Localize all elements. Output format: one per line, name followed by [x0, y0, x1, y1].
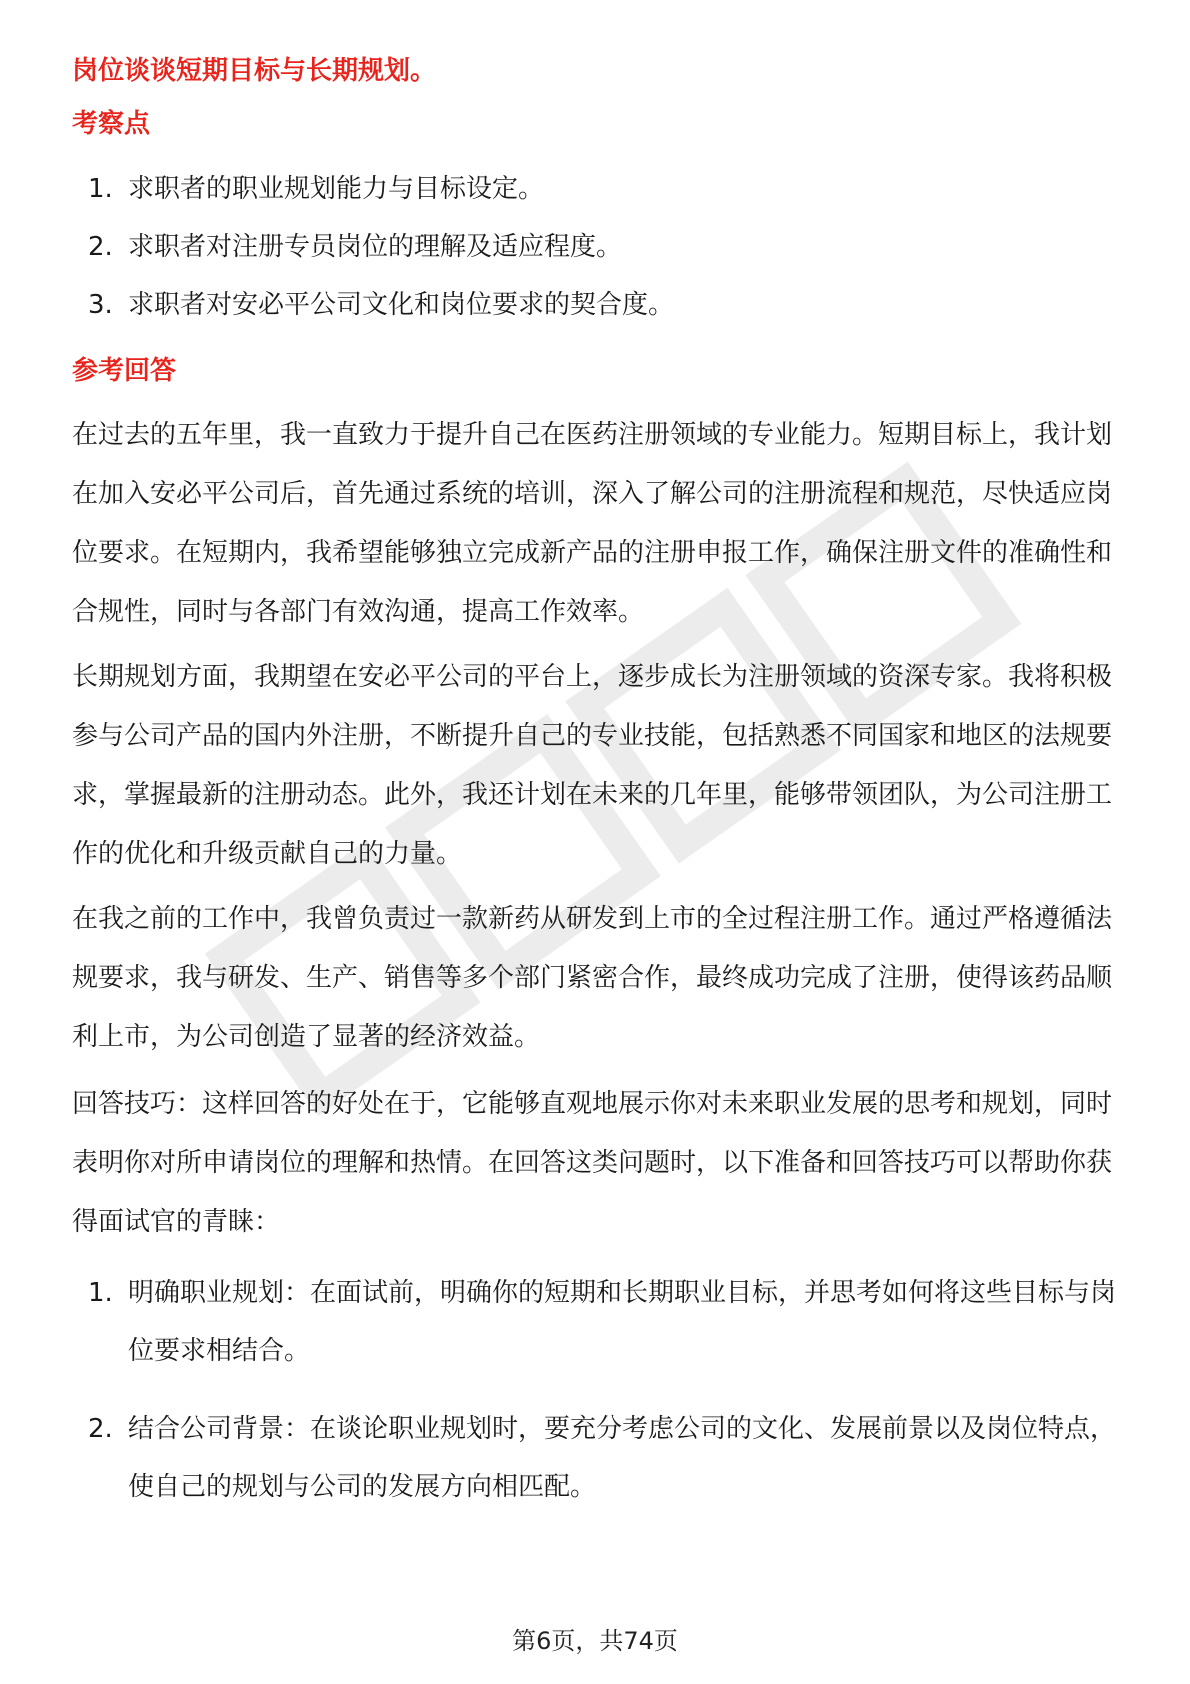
list-item-text: 求职者的职业规划能力与目标设定。 [128, 174, 545, 204]
answer-paragraph-short-term: 在过去的五年里，我一直致力于提升自己在医药注册领域的专业能力。短期目标上，我计划在加入安必平公司后，首先通过系统的培训，深入了解公司的注册流程和规范，尽快适应岗位要求。在短期内，我希望能够独立完成新产品的注册申报工作，确保注册文件的准确性和合规性，同时与各部门有效沟通，提高工作效率。 [72, 420, 1113, 627]
list-number: 1. [88, 174, 113, 204]
list-item [72, 1264, 1132, 1380]
list-item [72, 1400, 1132, 1516]
section-heading-examine: 考察点 [72, 109, 151, 139]
answer-paragraph-long-term: 长期规划方面，我期望在安必平公司的平台上，逐步成长为注册领域的资深专家。我将积极参与公司产品的国内外注册，不断提升自己的专业技能，包括熟悉不同国家和地区的法规要求，掌握最新的注册动态。此外，我还计划在未来的几年里，能够带领团队，为公司注册工作的优化和升级贡献自己的力量。 [72, 662, 1113, 869]
list-item [72, 160, 1112, 218]
list-item-text: 求职者对安必平公司文化和岗位要求的契合度。 [128, 290, 675, 320]
answer-tips-intro: 回答技巧：这样回答的好处在于，它能够直观地展示你对未来职业发展的思考和规划，同时表明你对所申请岗位的理解和热情。在回答这类问题时，以下准备和回答技巧可以帮助你获得面试官的青睐： [72, 1089, 1113, 1237]
section-heading-answer: 参考回答 [72, 356, 177, 386]
list-number: 3. [88, 290, 113, 320]
list-item-text: 明确职业规划：在面试前，明确你的短期和长期职业目标，并思考如何将这些目标与岗位要求相结合。 [128, 1278, 1117, 1366]
list-item-text: 求职者对注册专员岗位的理解及适应程度。 [128, 232, 623, 262]
list-number: 2. [88, 1414, 113, 1444]
question-title: 岗位谈谈短期目标与长期规划。 [72, 56, 437, 86]
page-footer: 第6页，共74页 [512, 1627, 678, 1655]
tips-list [72, 1264, 1132, 1536]
list-item-text: 结合公司背景：在谈论职业规划时，要充分考虑公司的文化、发展前景以及岗位特点，使自己的规划与公司的发展方向相匹配。 [128, 1414, 1117, 1502]
answer-paragraph-experience: 在我之前的工作中，我曾负责过一款新药从研发到上市的全过程注册工作。通过严格遵循法规要求，我与研发、生产、销售等多个部门紧密合作，最终成功完成了注册，使得该药品顺利上市，为公司创造了显著的经济效益。 [72, 904, 1113, 1052]
list-item [72, 218, 1112, 276]
examine-points-list [72, 160, 1112, 334]
list-number: 1. [88, 1278, 113, 1308]
list-item [72, 276, 1112, 334]
list-number: 2. [88, 232, 113, 262]
